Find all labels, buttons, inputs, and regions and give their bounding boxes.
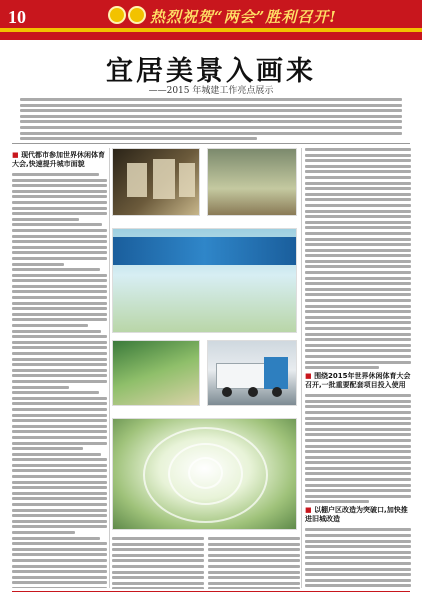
header-banner [0,0,422,40]
right-column [305,148,411,588]
wheel-icon [222,387,232,397]
column-divider [301,148,302,588]
column-divider [109,148,110,588]
divider [12,143,410,144]
truck-photo [207,340,297,406]
truck-cab [264,357,288,389]
exhibit-photo [112,148,200,216]
banner-gold-stripe [0,28,422,32]
tunnel-photo [112,418,297,530]
lead-paragraph [20,98,402,138]
section-heading [305,506,411,524]
body-text [305,148,411,369]
model-photo [207,148,297,216]
emblem-icon [128,6,146,24]
article-title: 宜居美景入画来 [106,56,316,87]
section-heading [12,151,107,169]
page-number: 10 [8,7,26,27]
body-text [305,394,411,503]
section-heading-text: 以棚户区改造为突破口,加快推进旧城改造 [305,506,408,524]
expo-sign [113,237,296,265]
display-panel [179,163,195,197]
emblem-icon [108,6,126,24]
body-text [208,537,300,589]
wheel-icon [248,387,258,397]
photo-collage [112,148,297,528]
bullet-icon: ■ [305,372,312,381]
tunnel-ring [188,457,223,489]
footer-rule [12,591,410,592]
wheel-icon [272,387,282,397]
article-subtitle: ——2015 年城建工作亮点展示 [148,86,274,96]
bullet-icon: ■ [305,506,312,515]
display-panel [153,159,175,199]
section-heading-text: 围绕2015年世界休闲体育大会召开,一批重要配套项目投入使用 [305,372,411,390]
expo-photo [112,228,297,333]
garden-photo [112,340,200,406]
section-heading-text: 现代都市参加世界休闲体育大会,快速提升城市面貌 [12,151,106,168]
body-text [12,173,107,588]
bullet-icon: ■ [12,151,19,159]
body-text [305,528,411,588]
section-heading [305,372,411,390]
banner-title: 热烈祝贺“两会”胜利召开! [150,8,337,26]
left-column [12,148,107,588]
display-panel [127,163,147,197]
body-text [112,537,204,589]
